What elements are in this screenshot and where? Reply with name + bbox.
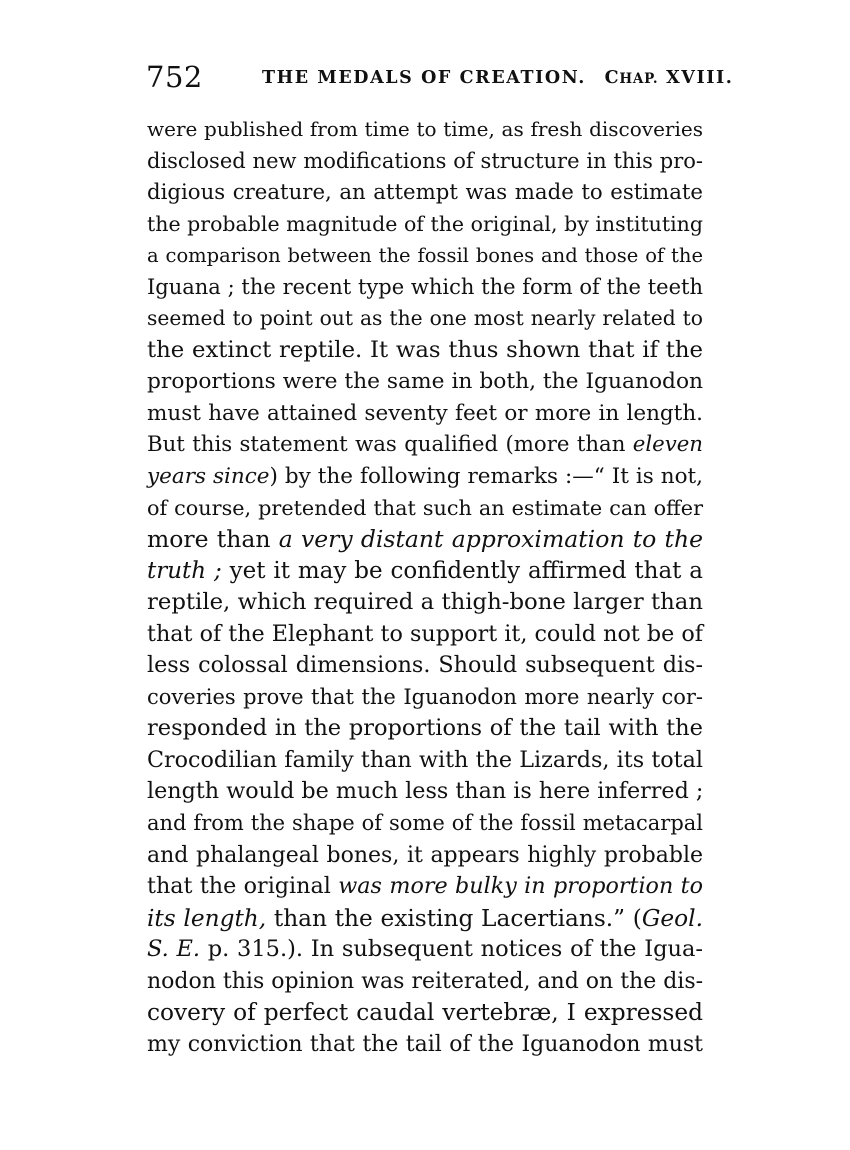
text-segment: covery of perfect caudal vertebræ, I expressed [147, 999, 703, 1027]
text-segment: more than [147, 525, 279, 554]
text-line [147, 840, 703, 872]
text-line [147, 745, 703, 777]
text-line [147, 776, 703, 808]
text-segment: ) by the following remarks :—“ It is not, [269, 464, 703, 490]
italic-text: truth ; [147, 557, 222, 584]
text-segment: responded in the proportions of the tail with the [147, 715, 703, 742]
text-line [147, 303, 703, 335]
text-line [147, 808, 703, 840]
text-segment: proportions were the same in both, the Iguanodon [147, 369, 704, 395]
running-header [146, 60, 734, 100]
text-line [147, 524, 703, 556]
text-segment: yet it may be confidently affirmed that a [221, 557, 703, 584]
text-line [147, 997, 703, 1029]
italic-text: was more bulky in proportion to [338, 873, 703, 900]
text-segment: that the original [147, 873, 339, 900]
text-segment: Iguana ; the recent type which the form of the teeth [147, 274, 703, 299]
text-segment: nodon this opinion was reiterated, and on the dis- [147, 968, 704, 994]
text-line [147, 650, 703, 682]
text-line [147, 713, 703, 745]
book-title: THE MEDALS OF CREATION. [262, 68, 586, 88]
text-segment: the extinct reptile. It was thus shown that if the [147, 336, 703, 363]
italic-text: its length, [147, 904, 267, 932]
text-segment: that of the Elephant to support it, could not be of [147, 620, 703, 647]
text-segment: coveries prove that the Iguanodon more nearly cor- [147, 684, 703, 709]
text-line [147, 903, 703, 935]
text-line [147, 146, 703, 178]
chapter-number: XVIII. [666, 68, 734, 88]
text-line [147, 335, 703, 367]
text-segment: length would be much less than is here inferred ; [147, 778, 704, 805]
text-segment: were published from time to time, as fresh discoveries [147, 117, 703, 141]
text-segment: p. 315.). In subsequent notices of the Igua- [200, 936, 704, 963]
text-line [147, 934, 703, 966]
chapter-prefix: C [604, 68, 620, 88]
text-segment: must have attained seventy feet or more in length. [147, 400, 703, 426]
text-line [147, 682, 703, 714]
italic-text: Geol. [641, 904, 703, 932]
text-segment: reptile, which required a thigh-bone larger than [147, 589, 703, 616]
text-line [147, 177, 703, 209]
text-segment: disclosed new modifications of structure in this pro- [147, 148, 703, 173]
text-segment: and from the shape of some of the fossil metacarpal [147, 811, 703, 836]
chapter-prefix-rest: HAP. [619, 71, 659, 87]
text-line [147, 366, 703, 398]
text-line [147, 619, 703, 651]
text-line [147, 114, 703, 146]
text-segment: Crocodilian family than with the Lizards, its total [147, 746, 703, 773]
text-segment: seemed to point out as the one most nearly related to [147, 306, 703, 331]
text-segment: than the existing Lacertians.” ( [266, 904, 642, 932]
page-number: 752 [146, 60, 203, 94]
text-line [147, 272, 703, 304]
text-segment: my conviction that the tail of the Iguanodon must [147, 1031, 703, 1057]
body-text [147, 114, 703, 1060]
text-line [147, 966, 703, 998]
italic-text: years since [147, 464, 270, 490]
text-line [147, 556, 703, 588]
text-segment: less colossal dimensions. Should subsequent dis- [147, 652, 703, 679]
italic-text: eleven [632, 432, 703, 458]
text-line [147, 493, 703, 525]
text-segment: But this statement was qualified (more than [147, 432, 633, 458]
text-segment: and phalangeal bones, it appears highly probable [147, 842, 703, 868]
text-line [147, 398, 703, 430]
text-line [147, 587, 703, 619]
text-segment: the probable magnitude of the original, by instituting [147, 211, 703, 236]
text-line [147, 461, 703, 493]
italic-text: a very distant approximation to the [278, 525, 703, 554]
text-line [147, 871, 703, 903]
text-line [147, 209, 703, 241]
running-title [262, 68, 734, 88]
text-line [147, 240, 703, 272]
text-segment: of course, pretended that such an estimate can offer [147, 495, 703, 520]
text-line [147, 429, 703, 461]
text-line [147, 1029, 703, 1061]
text-segment: digious creature, an attempt was made to estimate [147, 180, 703, 206]
chapter-label [594, 68, 659, 88]
italic-text: S. E. [147, 936, 201, 963]
text-segment: a comparison between the fossil bones and those of the [147, 244, 703, 268]
